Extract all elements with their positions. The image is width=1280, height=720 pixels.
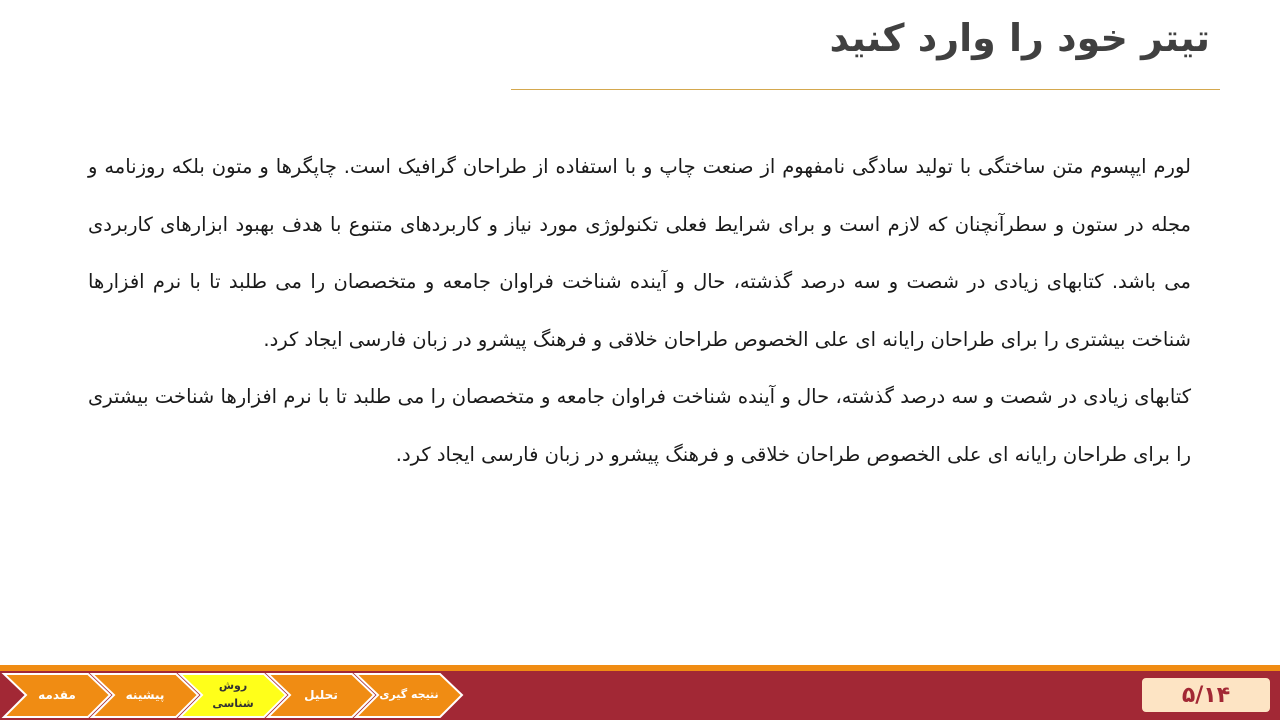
nav-item-background[interactable]: پیشینه bbox=[125, 688, 165, 702]
paragraph-2: کتابهای زیادی در شصت و سه درصد گذشته، حال و آینده شناخت فراوان جامعه و متخصصان را می طلبد تا با نرم افزارها شناخت بیشتری را برای طراحان رایانه ای علی الخصوص طراحان خلاقی و فرهنگ پیشرو در زبان فارسی ایجاد کرد. bbox=[88, 385, 1191, 466]
footer-bar bbox=[0, 671, 1280, 720]
nav-item-conclusion[interactable]: نتیجه گیری bbox=[379, 688, 439, 701]
nav-item-intro[interactable]: مقدمه bbox=[38, 688, 76, 702]
paragraph-1: لورم ایپسوم متن ساختگی با تولید سادگی نامفهوم از صنعت چاپ و با استفاده از طراحان گرافیک است. چاپگرها و متون بلکه روزنامه و مجله در ستون و سطرآنچنان که لازم است و برای شرایط فعلی تکنولوژی مورد نیاز و کاربردهای متنوع با هدف بهبود ابزارهای کاربردی می باشد. کتابهای زیادی در شصت و سه درصد گذشته، حال و آینده شناخت فراوان جامعه و متخصصان را می طلبد تا با نرم افزارها شناخت بیشتری را برای طراحان رایانه ای علی الخصوص طراحان خلاقی و فرهنگ پیشرو در زبان فارسی ایجاد کرد. bbox=[88, 155, 1191, 351]
slide-title: تیتر خود را وارد کنید bbox=[829, 16, 1210, 60]
page-number-indicator: ۵/۱۴ bbox=[1142, 678, 1270, 712]
nav-item-analysis[interactable]: تحلیل bbox=[304, 688, 338, 702]
section-nav bbox=[0, 671, 470, 720]
title-underline bbox=[511, 89, 1220, 90]
body-text bbox=[88, 138, 1191, 483]
nav-item-methodology[interactable]: روش شناسی bbox=[212, 679, 254, 710]
